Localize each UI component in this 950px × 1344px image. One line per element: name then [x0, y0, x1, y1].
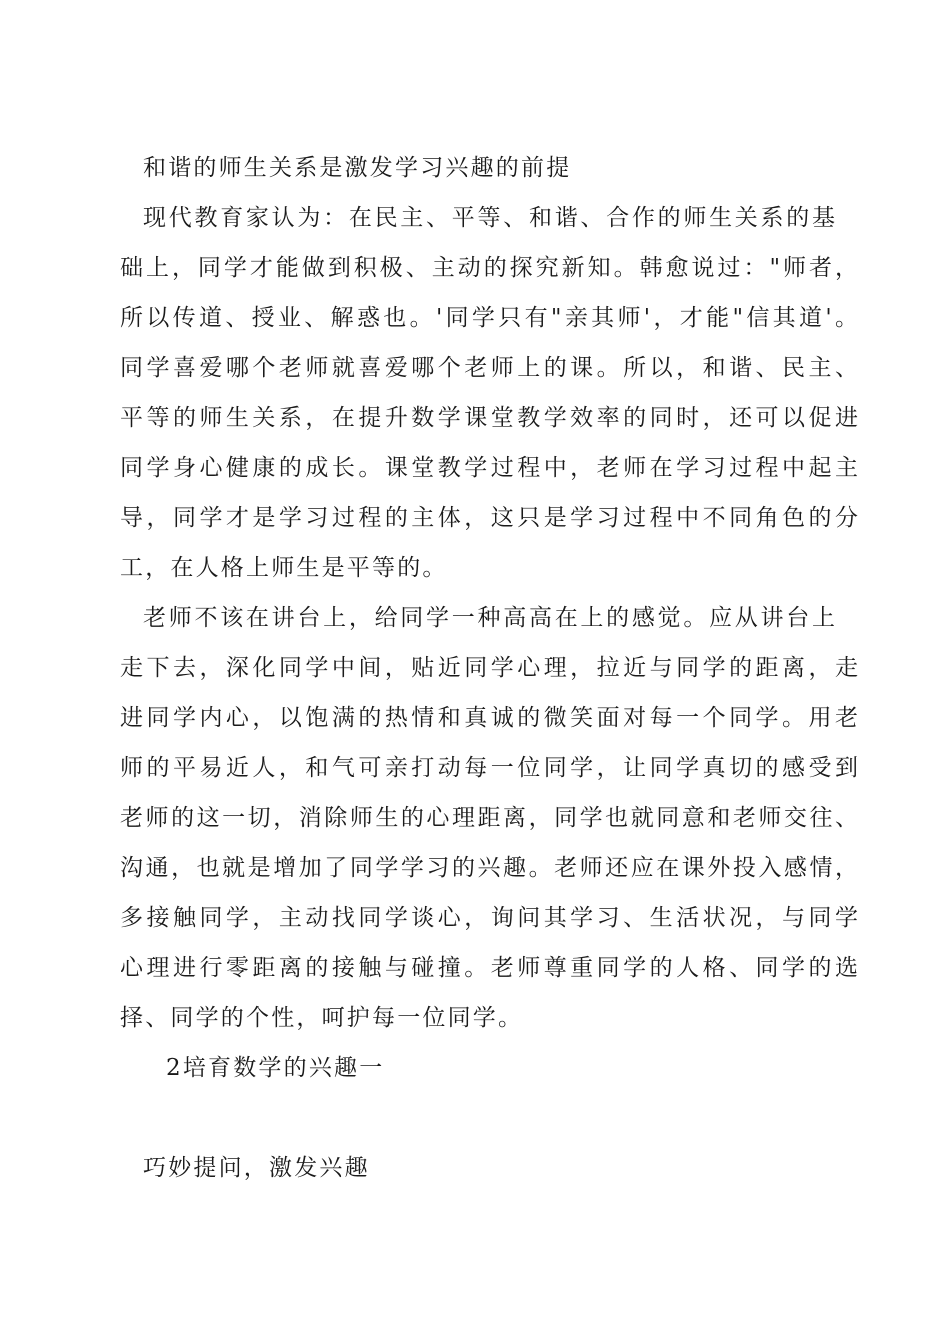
paragraph-line: 所以传道、授业、解惑也。'同学只有"亲其师'，才能"信其道'。	[120, 305, 858, 331]
paragraph-line: 工，在人格上师生是平等的。	[120, 555, 448, 581]
paragraph-line: 平等的师生关系，在提升数学课堂教学效率的同时，还可以促进	[120, 405, 858, 431]
section-heading: 巧妙提问，激发兴趣	[143, 1155, 370, 1181]
paragraph-line: 心理进行零距离的接触与碰撞。老师尊重同学的人格、同学的选	[120, 955, 858, 981]
paragraph-line: 师的平易近人，和气可亲打动每一位同学，让同学真切的感受到	[120, 755, 858, 781]
paragraph-line: 择、同学的个性，呵护每一位同学。	[120, 1005, 524, 1031]
paragraph-line: 老师的这一切，消除师生的心理距离，同学也就同意和老师交往、	[120, 805, 858, 831]
paragraph-line: 老师不该在讲台上，给同学一种高高在上的感觉。应从讲台上	[143, 605, 835, 631]
paragraph-line: 同学身心健康的成长。课堂教学过程中，老师在学习过程中起主	[120, 455, 858, 481]
section-heading: 2培育数学的兴趣一	[166, 1055, 385, 1081]
paragraph-line: 同学喜爱哪个老师就喜爱哪个老师上的课。所以，和谐、民主、	[120, 355, 858, 381]
paragraph-line: 多接触同学，主动找同学谈心，询问其学习、生活状况，与同学	[120, 905, 858, 931]
paragraph-line: 走下去，深化同学中间，贴近同学心理，拉近与同学的距离，走	[120, 655, 858, 681]
paragraph-line: 现代教育家认为：在民主、平等、和谐、合作的师生关系的基	[143, 205, 835, 231]
paragraph-line: 沟通，也就是增加了同学学习的兴趣。老师还应在课外投入感情，	[120, 855, 858, 881]
paragraph-line: 导，同学才是学习过程的主体，这只是学习过程中不同角色的分	[120, 505, 858, 531]
paragraph-line: 础上，同学才能做到积极、主动的探究新知。韩愈说过："师者，	[120, 255, 858, 281]
paragraph-line: 进同学内心，以饱满的热情和真诚的微笑面对每一个同学。用老	[120, 705, 858, 731]
section-heading: 和谐的师生关系是激发学习兴趣的前提	[143, 155, 572, 181]
